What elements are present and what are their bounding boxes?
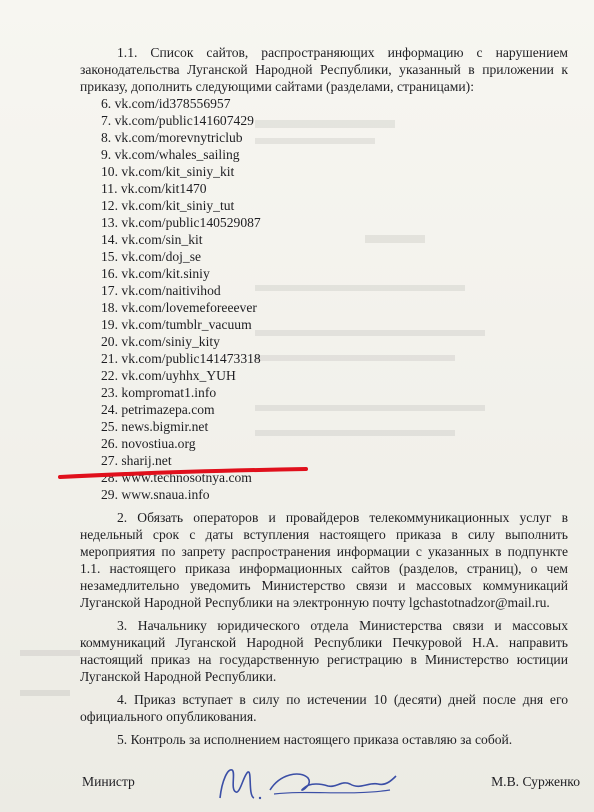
site-list-item: 23. kompromat1.info <box>101 385 217 400</box>
red-underline-mark <box>58 465 308 481</box>
site-list-item: 13. vk.com/public140529087 <box>101 215 261 230</box>
site-list-item: 10. vk.com/kit_siniy_kit <box>101 164 235 179</box>
site-list-item: 26. novostiua.org <box>101 436 196 451</box>
site-list-item: 11. vk.com/kit1470 <box>101 181 207 196</box>
site-list-item: 8. vk.com/morevnytriclub <box>101 130 243 145</box>
blocked-sites-list <box>80 95 568 503</box>
site-list-item: 15. vk.com/doj_se <box>101 249 202 264</box>
site-list-item: 18. vk.com/lovemeforeeever <box>101 300 257 315</box>
site-list-item: 27. sharij.net <box>101 453 172 468</box>
paragraph-1-1: 1.1. Список сайтов, распространяющих информацию с нарушением законодательства Луганской Народной Республики, указанный в приложении к приказу, дополнить следующими сайтами (разделами, страницами): <box>80 45 568 94</box>
site-list-item: 19. vk.com/tumblr_vacuum <box>101 317 252 332</box>
site-list-item: 29. www.snaua.info <box>101 487 210 502</box>
site-list-item: 24. petrimazepa.com <box>101 402 215 417</box>
site-list-item: 9. vk.com/whales_sailing <box>101 147 240 162</box>
site-list-item: 12. vk.com/kit_siniy_tut <box>101 198 235 213</box>
site-list-item: 20. vk.com/siniy_kity <box>101 334 220 349</box>
paragraph-4: 4. Приказ вступает в силу по истечении 10 (десяти) дней после дня его официального опубликования. <box>80 692 568 724</box>
signer-role: Министр <box>82 774 135 789</box>
handwritten-signature <box>210 760 400 806</box>
site-list-item: 28. www.technosotnya.com <box>101 470 252 485</box>
site-list-item: 6. vk.com/id378556957 <box>101 96 231 111</box>
signer-name: М.В. Сурженко <box>491 774 580 789</box>
paragraph-3: 3. Начальнику юридического отдела Министерства связи и массовых коммуникаций Луганской Народной Республики Печкуровой Н.А. направить настоящий приказ на государственную регистрацию в Министерство юстиции Луганской Народной Республики. <box>80 618 568 684</box>
order-text <box>80 44 568 748</box>
site-list-item: 14. vk.com/sin_kit <box>101 232 203 247</box>
site-list-item: 22. vk.com/uyhhx_YUH <box>101 368 236 383</box>
site-list-item: 7. vk.com/public141607429 <box>101 113 254 128</box>
paragraph-2: 2. Обязать операторов и провайдеров телекоммуникационных услуг в недельный срок с даты вступления настоящего приказа в силу выполнить мероприятия по запрету распространения информации с указанных в подпункте 1.1. настоящего приказа информационных сайтов (разделов, страниц), о чем незамедлительно уведомить Министерство связи и массовых коммуникаций Луганской Народной Республики на электронную почту lgchastotnadzor@mail.ru. <box>80 510 568 610</box>
site-list-item: 21. vk.com/public141473318 <box>101 351 261 366</box>
paragraph-5: 5. Контроль за исполнением настоящего приказа оставляю за собой. <box>117 732 513 747</box>
site-list-item: 25. news.bigmir.net <box>101 419 209 434</box>
signature-block <box>82 766 580 806</box>
site-list-item: 17. vk.com/naitivihod <box>101 283 221 298</box>
site-list-item: 16. vk.com/kit.siniy <box>101 266 210 281</box>
